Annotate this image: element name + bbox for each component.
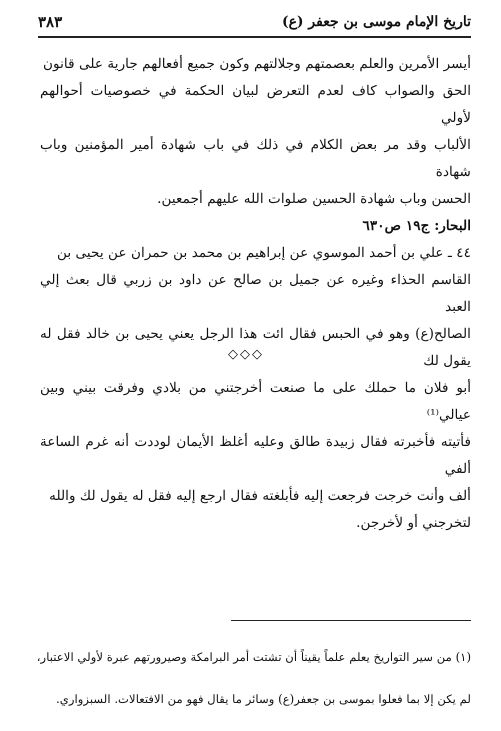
hadith-text: ٤٤ ـ علي بن أحمد الموسوي عن إبراهيم بن محمد بن حمران عن يحيى بن القاسم الحذاء وغيره عن جميل بن صالح عن داود بن زربي قال بعث إلي العبد الصالح(ع) وهو في الحبس فقال ائت هذا الرجل يعني يحيى بن خالد فقل له يقول لك أبو فلان ما حملك على ما صنعت أخرجتني من بلادي وفرقت بيني وبين عيالي⁽¹⁾ فأتيته فأخبرته فقال زبيدة طالق وعليه أغلظ الأيمان لوددت أنه غرم الساعة ألفي ألف وأنت خرجت فرجعت إليه فأبلغته فقال ارجع إليه فقل له يقول لك والله لتخرجني أو لأخرجن.: [40, 245, 471, 531]
footnote-divider: [231, 620, 471, 621]
footnote-line-2: لم يكن إلا بما فعلوا بموسى بن جعفر(ع) وسائر ما يقال فهو من الافتعالات. السبزواري.: [56, 692, 471, 706]
footnote-line-1: (١) من سير التواريخ يعلم علماً يقيناً أن تشتت أمر البرامكة وصيرورتهم عبرة لأولي الاعتبار،: [36, 650, 471, 664]
section-separator: ◇◇◇: [228, 347, 264, 362]
running-header: [38, 8, 471, 38]
footnotes: [36, 626, 471, 731]
book-title: تاريخ الإمام موسى بن جعفر (ع): [281, 14, 471, 30]
opening-paragraph: أيسر الأمرين والعلم بعصمتهم وجلالتهم وكون جميع أفعالهم جارية على قانون الحق والصواب كاف لعدم التعرض لبيان الحكمة في خصوصيات أحوالهم لأولي الألباب وقد مر بعض الكلام في ذلك في باب شهادة أمير المؤمنين وباب شهادة الحسن وباب شهادة الحسين صلوات الله عليهم أجمعين.: [40, 56, 471, 207]
page-number: ٣٨٣: [38, 13, 63, 31]
source-reference: البحار: ج١٩ ص٦٣٠: [362, 218, 471, 234]
